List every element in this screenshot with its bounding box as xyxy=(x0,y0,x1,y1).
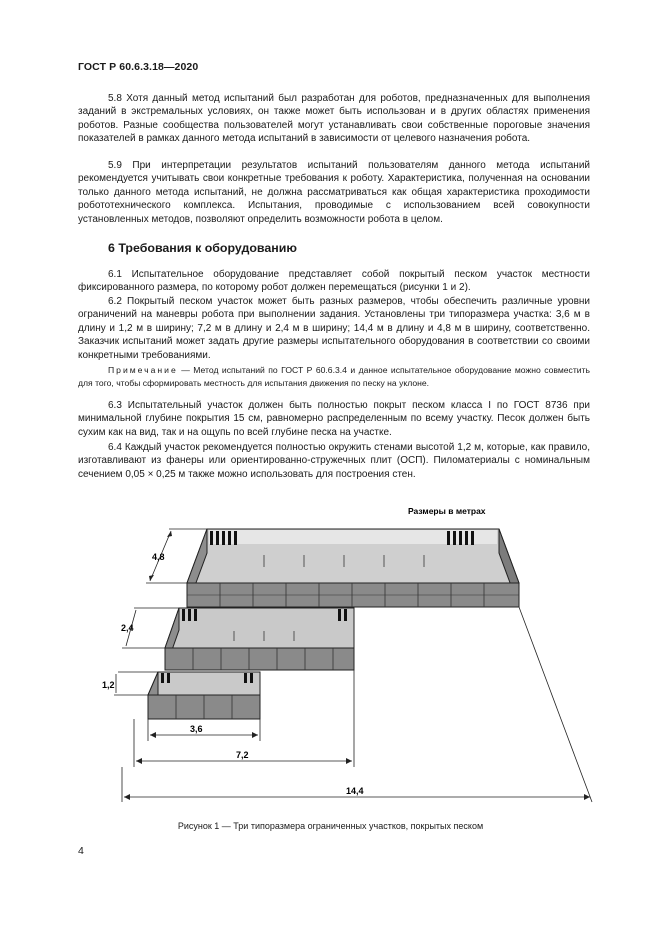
medium-lane xyxy=(165,608,354,670)
figure-drawing xyxy=(102,505,604,815)
section-heading: 6 Требования к оборудованию xyxy=(108,241,297,255)
note-label: Примечание xyxy=(108,365,178,375)
figure-caption: Рисунок 1 — Три типоразмера ограниченных участков, покрытых песком xyxy=(177,821,484,831)
page-number: 4 xyxy=(78,845,84,857)
dim-medium-width: 2,4 xyxy=(121,623,134,633)
paragraph-6-4: 6.4 Каждый участок рекомендуется полностью окружить стенами высотой 1,2 м, которые, как правило, изготавливают из фанеры или ориентированно-стружечных плит (ОСП). Пиломатериалы с номинальным сечением 0,05 × 0,25 м также можно использовать для построения стен. xyxy=(78,442,590,480)
dim-large-length: 14,4 xyxy=(346,786,364,796)
dim-small-width: 1,2 xyxy=(102,680,115,690)
document-header: ГОСТ Р 60.6.3.18—2020 xyxy=(78,61,199,73)
paragraph-6-3: 6.3 Испытательный участок должен быть полностью покрыт песком класса I по ГОСТ 8736 при минимальной глубине покрытия 15 см, равномерно распределенным по всему участку. Песок должен быть сухим как на вид, так и на ощупь по всей глубине песка на участке. xyxy=(78,400,590,438)
dim-large-width: 4,8 xyxy=(152,552,165,562)
dim-medium-length: 7,2 xyxy=(236,750,249,760)
paragraph-5-8: 5.8 Хотя данный метод испытаний был разработан для роботов, предназначенных для выполнения заданий в экстремальных условиях, он также может быть использован и в других областях применения роботов. Разные сообщества пользователей могут устанавливать свои собственные пороговые значения показателей в рамках данного метода испытаний в зависимости от целевого назначения робота. xyxy=(78,93,590,145)
large-lane xyxy=(187,529,519,607)
paragraph-6-1: 6.1 Испытательное оборудование представляет собой покрытый песком участок местности фиксированного размера, по которому робот должен перемещаться (рисунки 1 и 2). xyxy=(78,269,590,294)
dim-small-length: 3,6 xyxy=(190,724,203,734)
units-label: Размеры в метрах xyxy=(408,506,486,516)
note-paragraph xyxy=(78,364,590,389)
paragraph-6-2: 6.2 Покрытый песком участок может быть разных размеров, чтобы обеспечить различные уровни ограничений на маневры робота при выполнении задания. Установлены три типоразмера участка: 3,6 м в длину и 1,2 м в ширину; 7,2 м в длину и 2,4 м в ширину; 14,4 м в длину и 4,8 м в ширину, соответственно. Заказчик испытаний может задать другие размеры испытательного оборудования в соответствии со своими конкретными требованиями. xyxy=(78,296,590,361)
figure-sand-lanes xyxy=(102,505,604,815)
note-text: — Метод испытаний по ГОСТ Р 60.6.3.4 и данное испытательное оборудование можно совместить для того, чтобы сформировать местность для испытания движения по песку на уклоне. xyxy=(78,365,590,388)
paragraph-5-9: 5.9 При интерпретации результатов испытаний пользователям данного метода испытаний рекомендуется учитывать свои конкретные требования к роботу. Характеристика, полученная на основании только данного метода испытаний, не должна рассматриваться как общая характеристика проходимости робототехнического комплекса. Испытания, проводимые с использованием всей совокупности установленных методов, позволяют определить возможности робота в целом. xyxy=(78,160,590,225)
small-lane xyxy=(148,672,260,719)
